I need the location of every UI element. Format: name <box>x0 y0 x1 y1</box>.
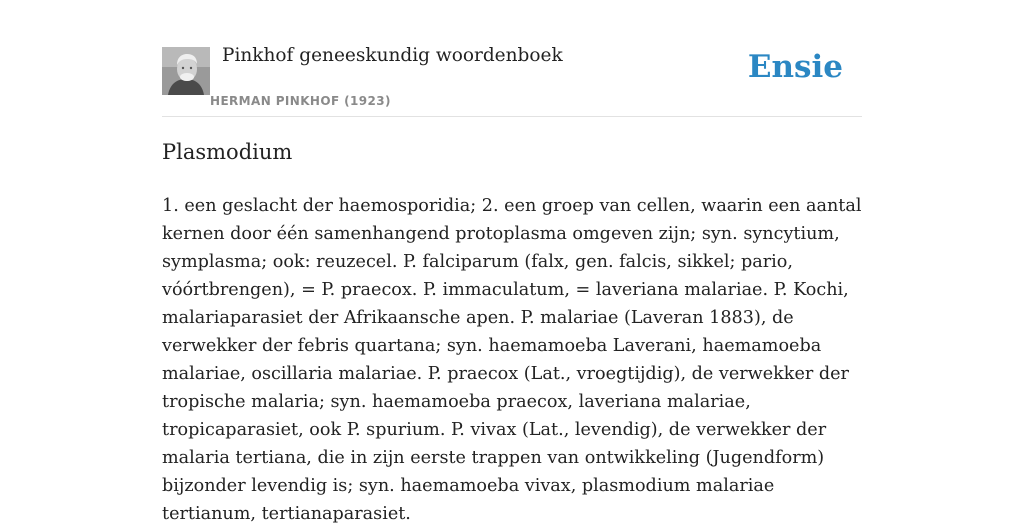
dictionary-header <box>162 0 862 117</box>
entry-definition: 1. een geslacht der haemosporidia; 2. een groep van cellen, waarin een aantal kernen door één samenhangend protoplasma omgeven zijn; syn. syncytium, symplasma; ook: reuzecel. P. falciparum (falx, gen. falcis, sikkel; pario, vóórtbrengen), = P. praecox. P. immaculatum, = laveriana malariae. P. Kochi, malariaparasiet der Afrikaansche apen. P. malariae (Laveran 1883), de verwekker der febris quartana; syn. haemamoeba Laverani, haemamoeba malariae, oscillaria malariae. P. praecox (Lat., vroegtijdig), de verwekker der tropische malaria; syn. haemamoeba praecox, laveriana malariae, tropicaparasiet, ook P. spurium. P. vivax (Lat., levendig), de verwekker der malaria tertiana, die in zijn eerste trappen van ontwikkeling (Jugendform) bijzonder levendig is; syn. haemamoeba vivax, plasmodium malariae tertianum, tertianaparasiet. <box>162 196 862 524</box>
dictionary-title[interactable]: Pinkhof geneeskundig woordenboek <box>222 45 563 66</box>
ensie-logo[interactable]: Ensie <box>747 49 843 85</box>
author-name: HERMAN PINKHOF (1923) <box>210 94 391 108</box>
entry-title: Plasmodium <box>162 140 293 164</box>
author-portrait-icon <box>162 47 210 95</box>
author-avatar[interactable] <box>162 47 210 95</box>
